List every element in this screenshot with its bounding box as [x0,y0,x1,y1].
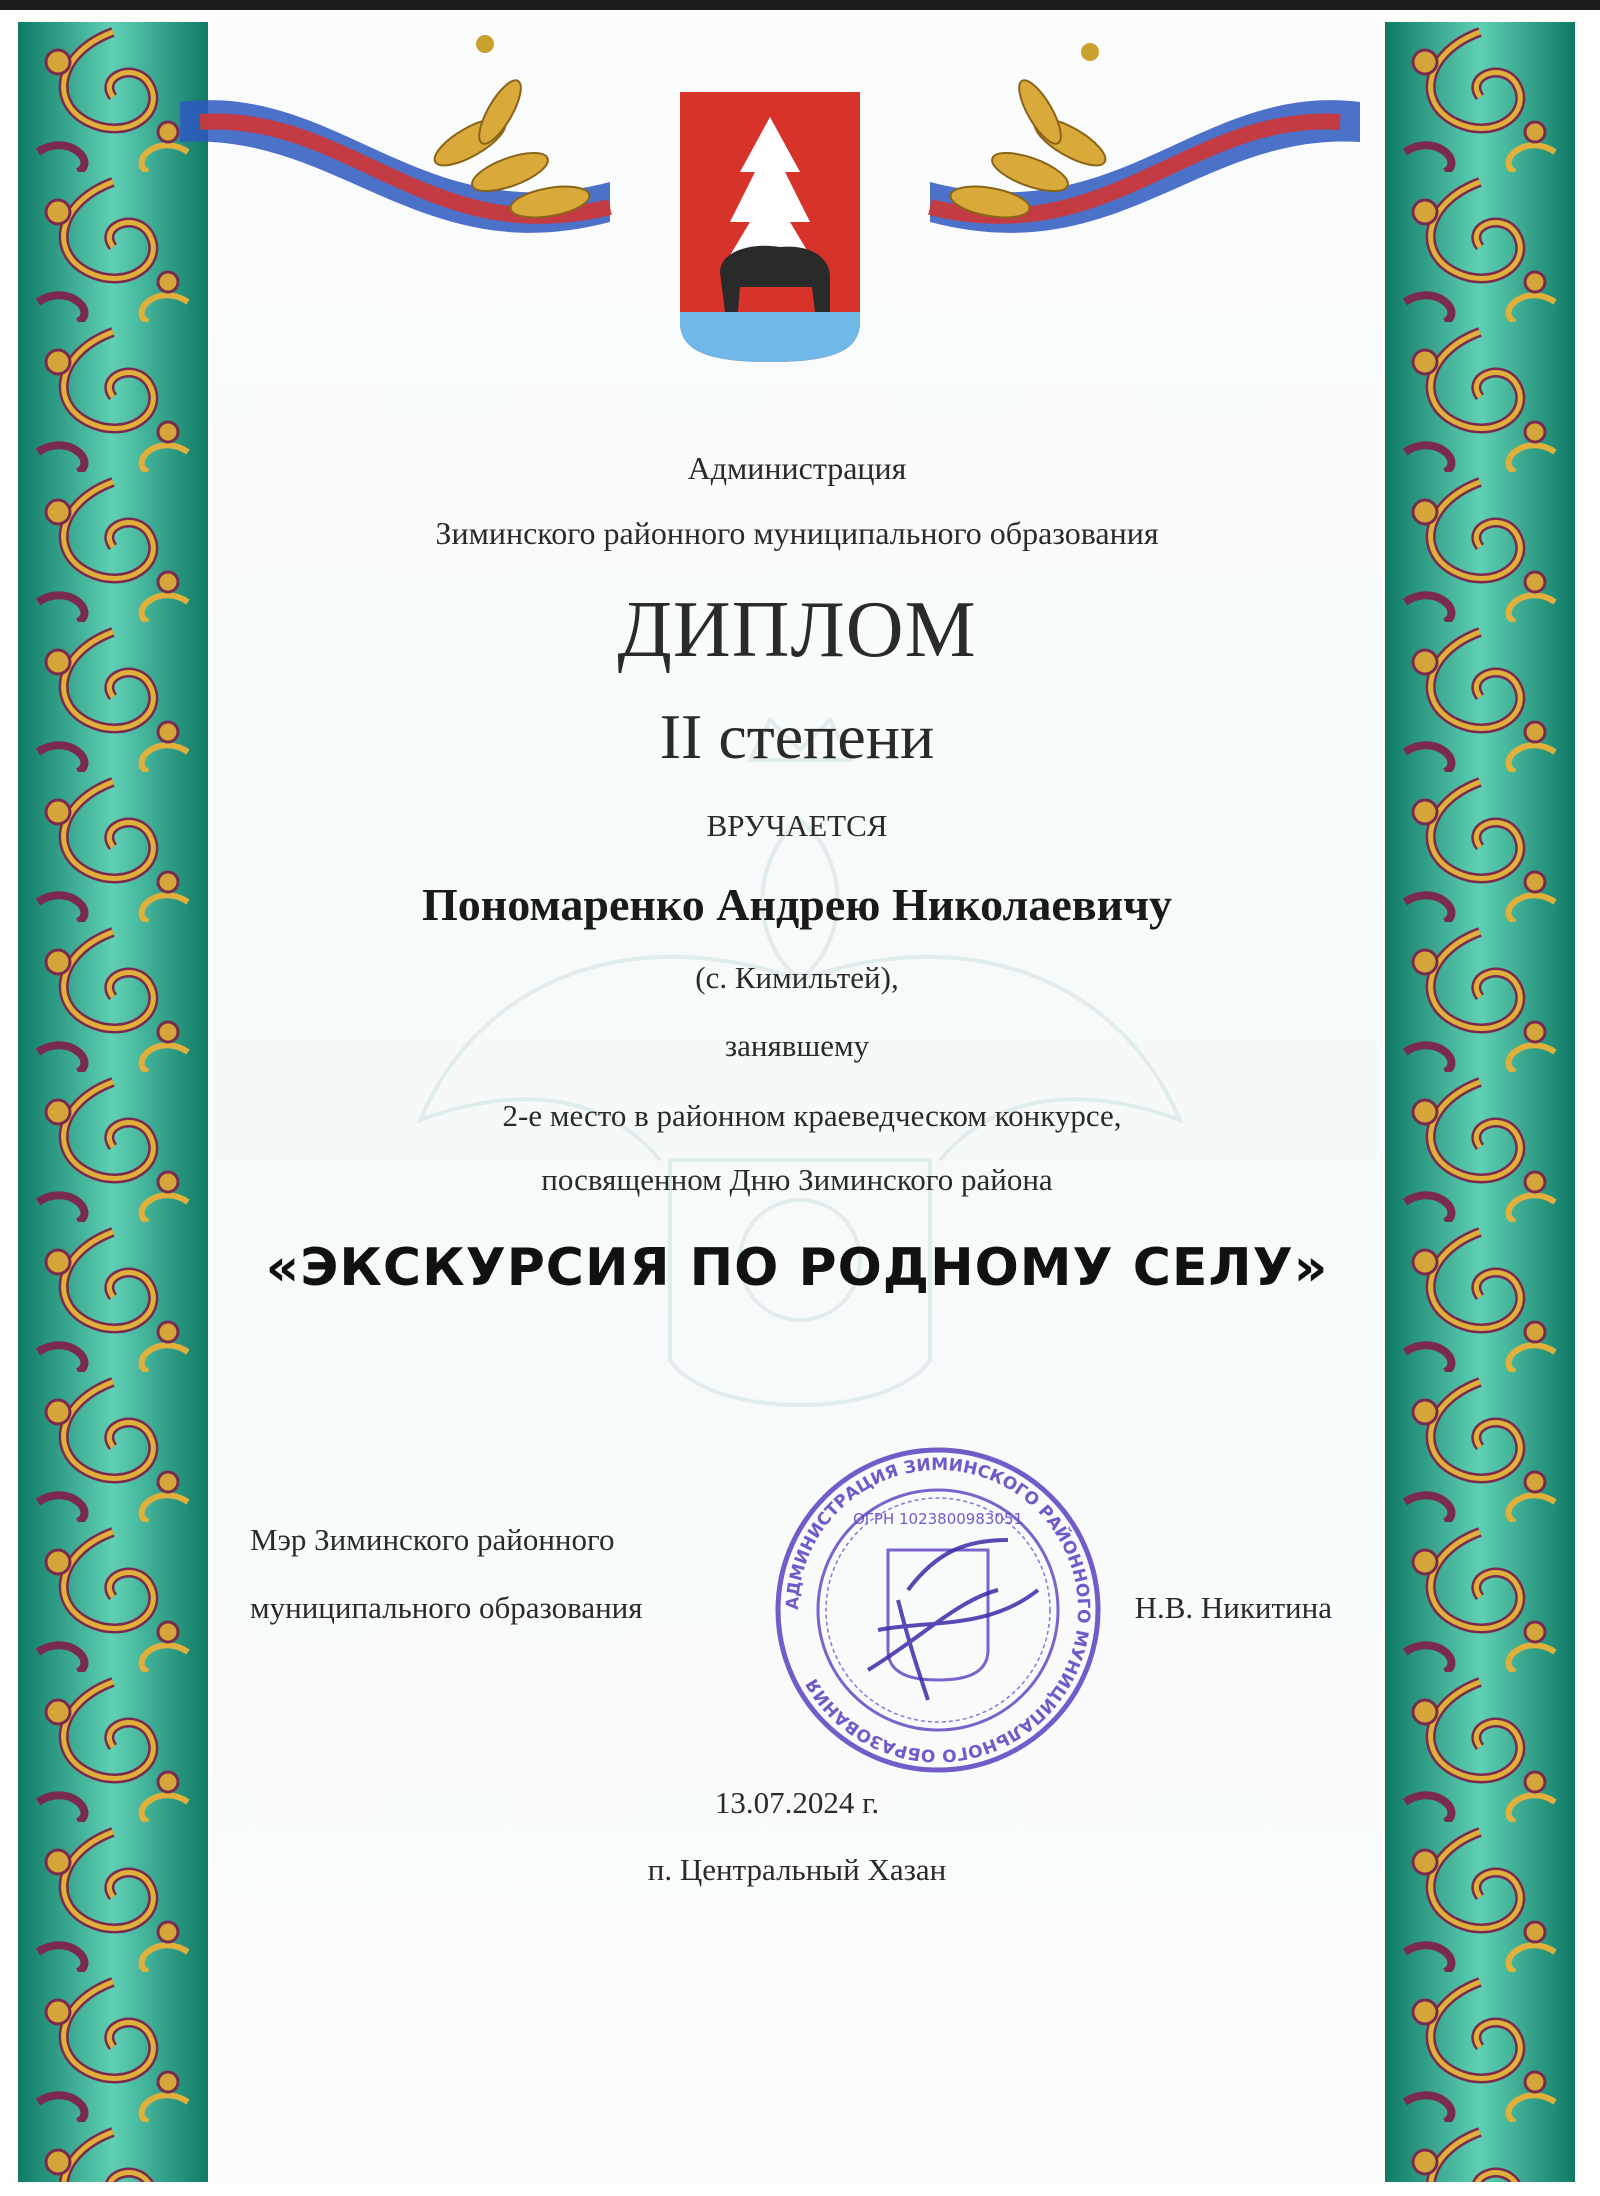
svg-text:АДМИНИСТРАЦИЯ ЗИМИНСКОГО РАЙОН: АДМИНИСТРАЦИЯ ЗИМИНСКОГО РАЙОННОГО МУНИЦИПАЛЬНОГО ОБРАЗОВАНИЯ [782,1454,1094,1766]
took-label: занявшему [724,1028,870,1063]
recipient-name: Пономаренко Андрею Николаевичу [421,879,1173,930]
organization-name: Зиминского районного муниципального образования [435,515,1159,551]
header-emblem-art [140,22,1400,382]
signer-position-line1: Мэр Зиминского районного [250,1522,615,1557]
issue-date: 13.07.2024 г. [714,1785,880,1820]
signer-position-line2: муниципального образования [250,1590,643,1625]
svg-text:ОГРН 1023800983051: ОГРН 1023800983051 [852,1510,1024,1528]
scan-edge [0,0,1600,10]
diploma-degree: II степени [659,701,935,772]
right-ornament-border [1385,22,1575,2182]
contest-name: «ЭКСКУРСИЯ ПО РОДНОМУ СЕЛУ» [265,1238,1329,1298]
signer-name: Н.В. Никитина [1134,1590,1332,1625]
issue-location: п. Центральный Хазан [647,1852,947,1887]
dedication-text: посвященном Дню Зиминского района [541,1162,1053,1197]
official-stamp [768,1440,1108,1780]
administration-heading: Администрация [687,450,907,486]
recipient-village: (с. Кимильтей), [695,960,899,995]
place-description: 2-е место в районном краеведческом конкурсе, [502,1098,1122,1133]
diploma-title: ДИПЛОМ [617,586,977,674]
handed-label: ВРУЧАЕТСЯ [706,808,888,843]
